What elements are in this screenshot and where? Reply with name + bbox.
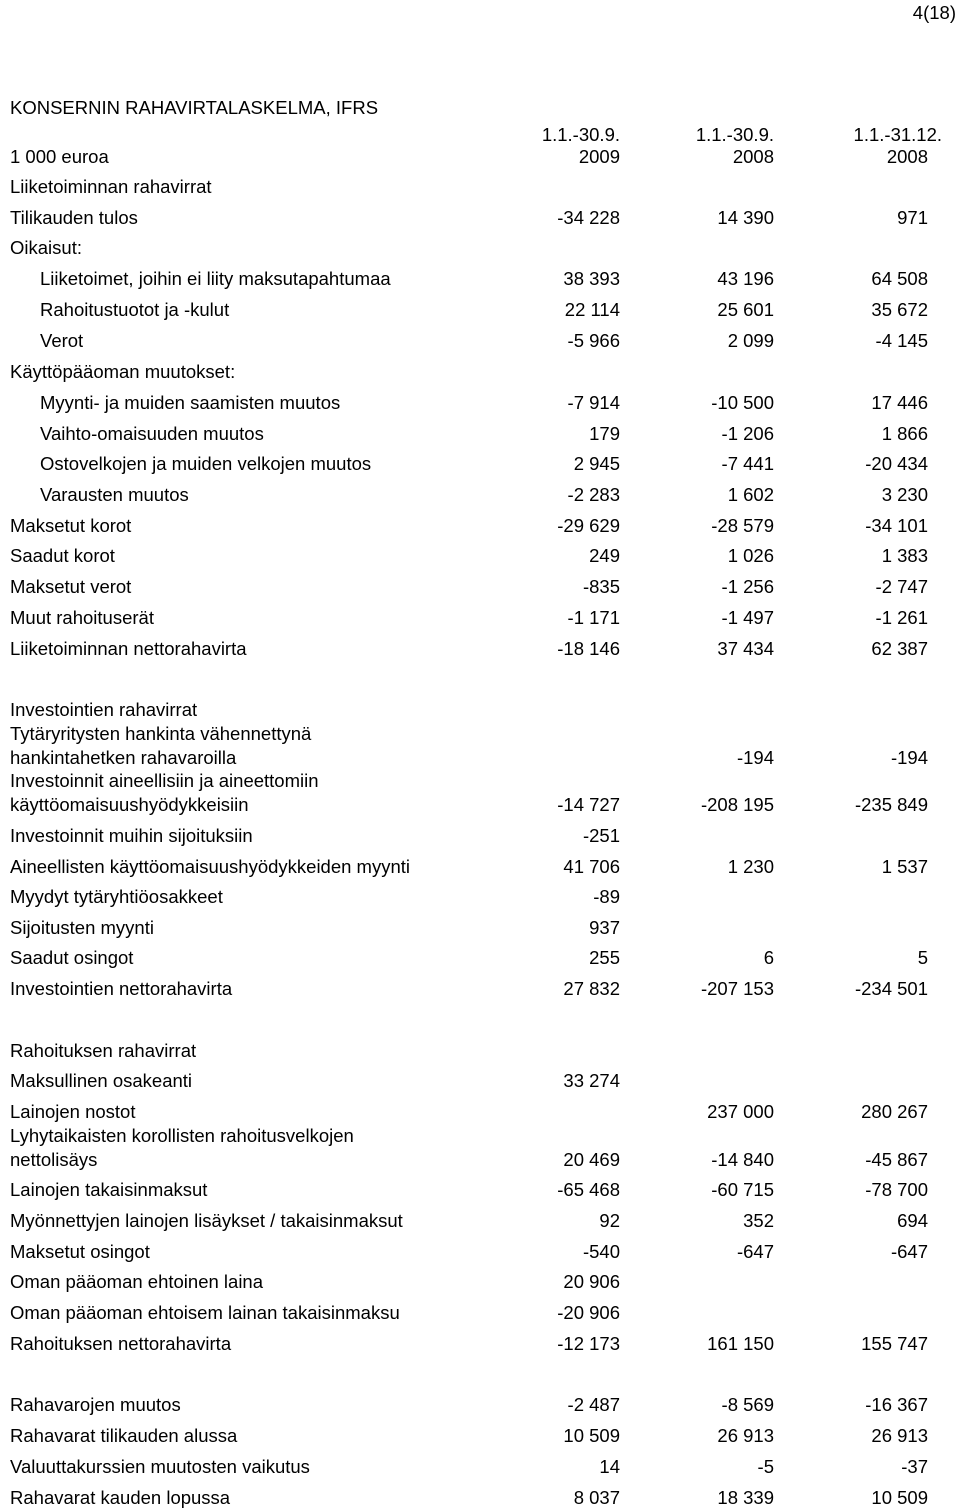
value-cell-2: -10 500 (711, 392, 774, 413)
value-cell-1: 937 (589, 917, 620, 938)
value-cell-3: -194 (890, 747, 928, 768)
row-label: Myönnettyjen lainojen lisäykset / takaisinmaksut (10, 1210, 403, 1231)
row-label: Myynti- ja muiden saamisten muutos (40, 392, 341, 413)
value-cell-2: -208 195 (700, 794, 774, 815)
value-cell-3: 1 383 (881, 545, 928, 566)
value-cell-2: 1 026 (727, 545, 774, 566)
value-cell-1: 255 (589, 947, 620, 968)
period-header-2: 1.1.-30.9. (695, 124, 774, 145)
value-cell-3: -34 101 (865, 515, 928, 536)
value-cell-3: -2 747 (875, 576, 928, 597)
value-cell-2: 237 000 (707, 1101, 774, 1122)
row-label: Tilikauden tulos (10, 207, 138, 228)
row-label: Aineellisten käyttöomaisuushyödykkeiden myynti (10, 856, 411, 877)
row-label: Liiketoiminnan rahavirrat (10, 176, 212, 197)
value-cell-3: 971 (897, 207, 928, 228)
value-cell-1: 38 393 (563, 268, 620, 289)
value-cell-3: -234 501 (854, 978, 928, 999)
value-cell-1: 14 (599, 1456, 620, 1477)
row-label: Oman pääoman ehtoinen laina (10, 1271, 264, 1292)
value-cell-3: 26 913 (871, 1425, 928, 1446)
value-cell-3: -78 700 (865, 1179, 928, 1200)
value-cell-2: 25 601 (717, 299, 774, 320)
row-label: hankintahetken rahavaroilla (10, 747, 237, 768)
value-cell-3: 1 866 (881, 423, 928, 444)
value-cell-2: -28 579 (711, 515, 774, 536)
row-label: Maksetut verot (10, 576, 132, 597)
row-label: Investointien nettorahavirta (10, 978, 233, 999)
row-label: Lyhytaikaisten korollisten rahoitusvelkojen (10, 1125, 354, 1146)
value-cell-1: -2 283 (567, 484, 620, 505)
row-label: Rahavarat tilikauden alussa (10, 1425, 238, 1446)
value-cell-3: -45 867 (865, 1149, 928, 1170)
value-cell-2: -60 715 (711, 1179, 774, 1200)
row-label: Rahavarat kauden lopussa (10, 1487, 231, 1508)
period-header-3: 1.1.-31.12. (853, 124, 942, 145)
value-cell-1: -7 914 (567, 392, 620, 413)
value-cell-1: -540 (582, 1241, 620, 1262)
value-cell-3: 64 508 (871, 268, 928, 289)
value-cell-2: -194 (736, 747, 774, 768)
row-label: Saadut korot (10, 545, 115, 566)
value-cell-1: 179 (589, 423, 620, 444)
row-label: Verot (40, 330, 84, 351)
row-label: Rahoitustuotot ja -kulut (40, 299, 230, 320)
value-cell-2: 14 390 (717, 207, 774, 228)
value-cell-1: -1 171 (567, 607, 620, 628)
year-header-3: 2008 (886, 146, 928, 167)
row-label: Oikaisut: (10, 237, 82, 258)
value-cell-1: -14 727 (557, 794, 620, 815)
value-cell-2: 1 230 (727, 856, 774, 877)
value-cell-1: -29 629 (557, 515, 620, 536)
row-label: nettolisäys (10, 1149, 98, 1170)
value-cell-3: -4 145 (875, 330, 928, 351)
value-cell-1: 8 037 (573, 1487, 620, 1508)
value-cell-3: 3 230 (881, 484, 928, 505)
value-cell-2: -5 (757, 1456, 774, 1477)
value-cell-3: 280 267 (861, 1101, 928, 1122)
row-label: Lainojen nostot (10, 1101, 136, 1122)
value-cell-1: -18 146 (557, 638, 620, 659)
value-cell-3: -1 261 (875, 607, 928, 628)
unit-label: 1 000 euroa (10, 146, 109, 167)
value-cell-1: 10 509 (563, 1425, 620, 1446)
value-cell-3: 17 446 (871, 392, 928, 413)
row-label: Investoinnit muihin sijoituksiin (10, 825, 253, 846)
row-label: Investointien rahavirrat (10, 699, 198, 720)
value-cell-2: -207 153 (700, 978, 774, 999)
value-cell-1: -89 (593, 886, 620, 907)
value-cell-2: -1 497 (721, 607, 774, 628)
value-cell-2: 37 434 (717, 638, 774, 659)
row-label: Rahavarojen muutos (10, 1394, 181, 1415)
value-cell-3: -16 367 (865, 1394, 928, 1415)
row-label: Vaihto-omaisuuden muutos (40, 423, 264, 444)
value-cell-1: 27 832 (563, 978, 620, 999)
row-label: Varausten muutos (40, 484, 189, 505)
value-cell-3: 1 537 (881, 856, 928, 877)
row-label: Sijoitusten myynti (10, 917, 154, 938)
value-cell-3: 62 387 (871, 638, 928, 659)
row-label: Käyttöpääoman muutokset: (10, 361, 236, 382)
value-cell-3: 694 (897, 1210, 928, 1231)
value-cell-2: -8 569 (721, 1394, 774, 1415)
row-label: Oman pääoman ehtoisem lainan takaisinmaksu (10, 1302, 400, 1323)
value-cell-1: 20 469 (563, 1149, 620, 1170)
value-cell-2: 1 602 (727, 484, 774, 505)
row-label: Maksullinen osakeanti (10, 1070, 193, 1091)
row-label: Lainojen takaisinmaksut (10, 1179, 208, 1200)
period-header-1: 1.1.-30.9. (541, 124, 620, 145)
value-cell-2: 2 099 (727, 330, 774, 351)
value-cell-3: -20 434 (865, 453, 928, 474)
value-cell-2: -7 441 (721, 453, 774, 474)
value-cell-3: 10 509 (871, 1487, 928, 1508)
value-cell-2: 161 150 (707, 1333, 774, 1354)
value-cell-2: 18 339 (717, 1487, 774, 1508)
row-label: Rahoituksen nettorahavirta (10, 1333, 232, 1354)
year-header-1: 2009 (578, 146, 620, 167)
value-cell-2: 352 (743, 1210, 774, 1231)
value-cell-1: 92 (599, 1210, 620, 1231)
row-label: Tytäryritysten hankinta vähennettynä (10, 723, 312, 744)
row-label: Maksetut korot (10, 515, 132, 536)
row-label: Rahoituksen rahavirrat (10, 1040, 197, 1061)
report-title: KONSERNIN RAHAVIRTALASKELMA, IFRS (10, 97, 379, 118)
value-cell-1: 249 (589, 545, 620, 566)
page-number: 4(18) (912, 2, 956, 23)
row-label: Liiketoimet, joihin ei liity maksutapahtumaa (40, 268, 391, 289)
value-cell-1: 20 906 (563, 1271, 620, 1292)
row-label: Liiketoiminnan nettorahavirta (10, 638, 247, 659)
value-cell-1: -835 (582, 576, 620, 597)
value-cell-3: -235 849 (854, 794, 928, 815)
value-cell-2: -1 256 (721, 576, 774, 597)
value-cell-1: -251 (582, 825, 620, 846)
year-header-2: 2008 (732, 146, 774, 167)
value-cell-3: -37 (901, 1456, 928, 1477)
value-cell-2: -14 840 (711, 1149, 774, 1170)
value-cell-1: -34 228 (557, 207, 620, 228)
row-label: käyttöomaisuushyödykkeisiin (10, 794, 249, 815)
value-cell-3: 35 672 (871, 299, 928, 320)
value-cell-1: -65 468 (557, 1179, 620, 1200)
row-label: Muut rahoituserät (10, 607, 154, 628)
value-cell-3: 5 (917, 947, 928, 968)
value-cell-1: 33 274 (563, 1070, 620, 1091)
row-label: Ostovelkojen ja muiden velkojen muutos (40, 453, 372, 474)
value-cell-2: -647 (736, 1241, 774, 1262)
value-cell-2: -1 206 (721, 423, 774, 444)
value-cell-1: -20 906 (557, 1302, 620, 1323)
value-cell-2: 6 (763, 947, 774, 968)
value-cell-3: -647 (890, 1241, 928, 1262)
value-cell-2: 26 913 (717, 1425, 774, 1446)
row-label: Myydyt tytäryhtiöosakkeet (10, 886, 223, 907)
value-cell-1: 41 706 (563, 856, 620, 877)
value-cell-3: 155 747 (861, 1333, 928, 1354)
row-label: Investoinnit aineellisiin ja aineettomiin (10, 770, 319, 791)
value-cell-1: -12 173 (557, 1333, 620, 1354)
value-cell-1: -5 966 (567, 330, 620, 351)
row-label: Valuuttakurssien muutosten vaikutus (10, 1456, 310, 1477)
row-label: Maksetut osingot (10, 1241, 150, 1262)
value-cell-1: -2 487 (567, 1394, 620, 1415)
row-label: Saadut osingot (10, 947, 134, 968)
value-cell-2: 43 196 (717, 268, 774, 289)
value-cell-1: 22 114 (564, 299, 620, 320)
value-cell-1: 2 945 (573, 453, 620, 474)
